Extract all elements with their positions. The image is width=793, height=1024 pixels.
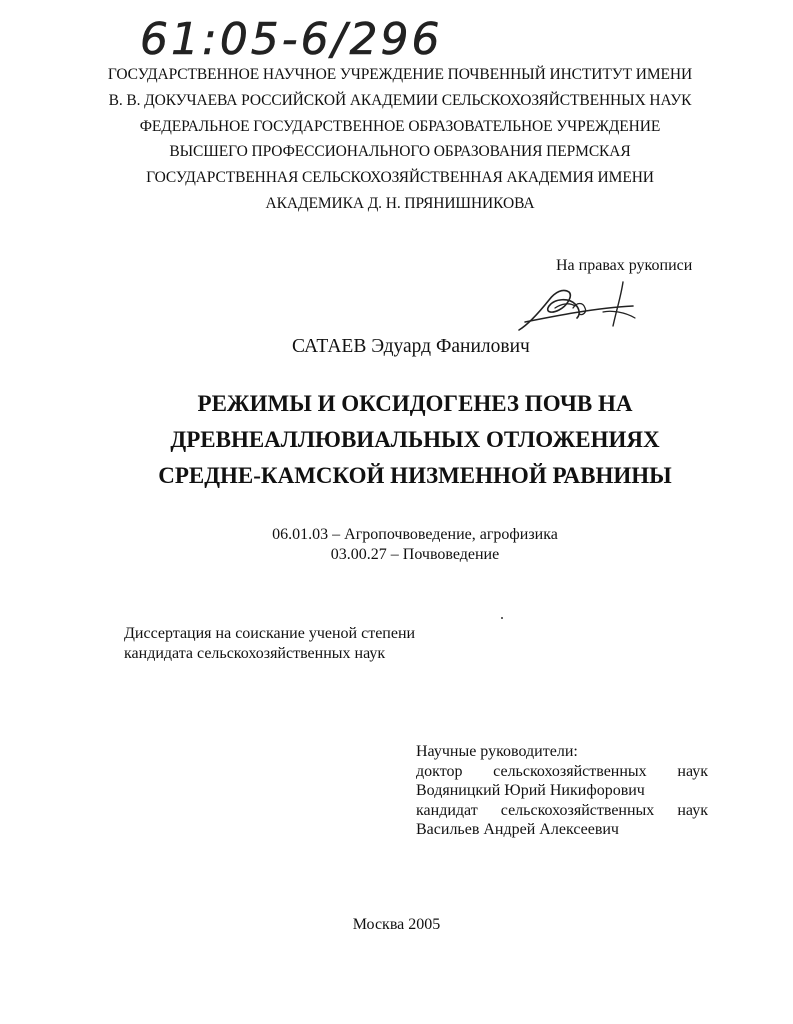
handwritten-archive-number — [138, 8, 458, 68]
supervisor-2-degree-word-1: кандидат — [416, 801, 478, 819]
archive-number-text: 61:05-6/296 — [140, 14, 443, 65]
city-year: Москва 2005 — [352, 916, 441, 933]
scan-speck — [501, 617, 503, 619]
signature-icon — [515, 278, 640, 338]
specialty-codes — [150, 525, 680, 565]
rights-note: На правах рукописи — [556, 257, 693, 274]
header-line-3: ФЕДЕРАЛЬНОЕ ГОСУДАРСТВЕННОЕ ОБРАЗОВАТЕЛЬНОЕ УЧРЕЖДЕНИЕ — [139, 117, 661, 135]
specialty-line-1: 06.01.03 – Агропочвоведение, агрофизика — [272, 526, 558, 543]
title-line-1: РЕЖИМЫ И ОКСИДОГЕНЕЗ ПОЧВ НА — [197, 391, 633, 416]
header-line-2: В. В. ДОКУЧАЕВА РОССИЙСКОЙ АКАДЕМИИ СЕЛЬСКОХОЗЯЙСТВЕННЫХ НАУК — [108, 91, 692, 109]
supervisor-1-degree-word-1: доктор — [416, 762, 463, 780]
supervisor-1-degree-word-3: наук — [677, 762, 708, 780]
header-line-6: АКАДЕМИКА Д. Н. ПРЯНИШНИКОВА — [265, 194, 535, 212]
supervisor-2-degree-word-2: сельскохозяйственных — [500, 801, 655, 819]
supervisor-2-degree — [416, 801, 708, 821]
supervisors-block — [416, 742, 708, 840]
supervisor-1-degree-word-2: сельскохозяйственных — [493, 762, 647, 780]
supervisor-2-degree-word-3: наук — [677, 801, 708, 819]
header-line-1: ГОСУДАРСТВЕННОЕ НАУЧНОЕ УЧРЕЖДЕНИЕ ПОЧВЕННЫЙ ИНСТИТУТ ИМЕНИ — [107, 66, 693, 83]
title-line-2: ДРЕВНЕАЛЛЮВИАЛЬНЫХ ОТЛОЖЕНИЯХ — [170, 427, 660, 452]
title-line-3: СРЕДНЕ-КАМСКОЙ НИЗМЕННОЙ РАВНИНЫ — [158, 463, 672, 488]
supervisor-1-degree — [416, 762, 708, 782]
header-line-5: ГОСУДАРСТВЕННАЯ СЕЛЬСКОХОЗЯЙСТВЕННАЯ АКАДЕМИЯ ИМЕНИ — [146, 169, 654, 187]
header-line-4: ВЫСШЕГО ПРОФЕССИОНАЛЬНОГО ОБРАЗОВАНИЯ ПЕРМСКАЯ — [169, 143, 631, 161]
supervisor-2-name: Васильев Андрей Алексеевич — [416, 821, 619, 838]
dissertation-title — [100, 386, 730, 494]
specialty-line-2: 03.00.27 – Почвоведение — [330, 546, 500, 563]
degree-line-1: Диссертация на соискание ученой степени — [124, 625, 416, 642]
author-name: САТАЕВ Эдуард Фанилович — [292, 336, 530, 357]
supervisors-heading: Научные руководители: — [416, 743, 578, 760]
supervisor-1-name: Водяницкий Юрий Никифорович — [416, 782, 645, 799]
institution-header — [60, 62, 740, 217]
degree-statement — [124, 624, 415, 664]
degree-line-2: кандидата сельскохозяйственных наук — [124, 645, 386, 662]
